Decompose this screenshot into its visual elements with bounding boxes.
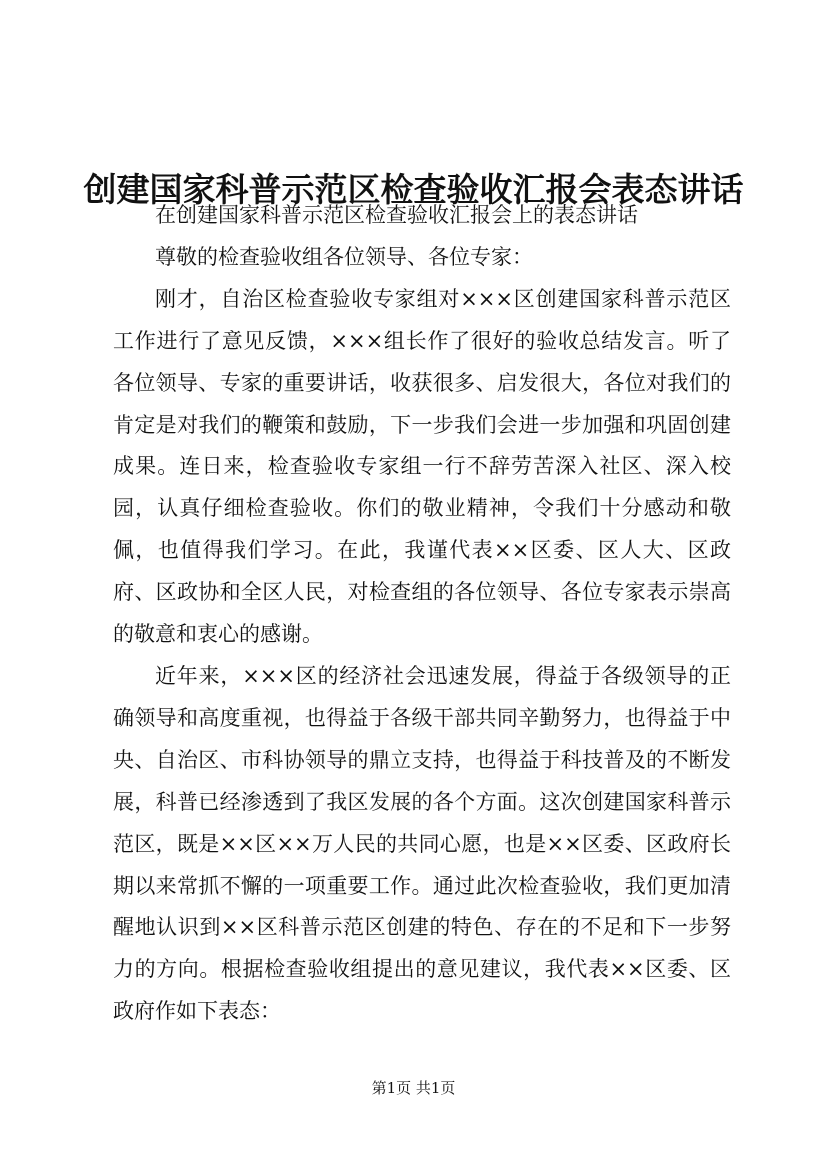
salutation-paragraph: 尊敬的检查验收组各位领导、各位专家： xyxy=(155,244,533,269)
subtitle-paragraph: 在创建国家科普示范区检查验收汇报会上的表态讲话 xyxy=(155,203,638,227)
page-number-label: 第1页 共1页 xyxy=(371,1079,456,1097)
page-footer xyxy=(0,1078,827,1098)
document-body xyxy=(113,195,731,1033)
document-title: 创建国家科普示范区检查验收汇报会表态讲话 xyxy=(83,170,744,210)
body-paragraph-1: 刚才，自治区检查验收专家组对×××区创建国家科普示范区工作进行了意见反馈，×××组长作了很好的验收总结发言。听了各位领导、专家的重要讲话，收获很多、启发很大，各位对我们的肯定是对我们的鞭策和鼓励，下一步我们会进一步加强和巩固创建成果。连日来，检查验收专家组一行不辞劳苦深入社区、深入校园，认真仔细检查验收。你们的敬业精神，令我们十分感动和敬佩，也值得我们学习。在此，我谨代表××区委、区人大、区政府、区政协和全区人民，对检查组的各位领导、各位专家表示崇高的敬意和衷心的感谢。 xyxy=(113,286,731,647)
body-paragraph-2: 近年来，×××区的经济社会迅速发展，得益于各级领导的正确领导和高度重视，也得益于各级干部共同辛勤努力，也得益于中央、自治区、市科协领导的鼎立支持，也得益于科技普及的不断发展，科普已经渗透到了我区发展的各个方面。这次创建国家科普示范区，既是××区××万人民的共同心愿，也是××区委、区政府长期以来常抓不懈的一项重要工作。通过此次检查验收，我们更加清醒地认识到××区科普示范区创建的特色、存在的不足和下一步努力的方向。根据检查验收组提出的意见建议，我代表××区委、区政府作如下表态： xyxy=(113,663,731,1024)
